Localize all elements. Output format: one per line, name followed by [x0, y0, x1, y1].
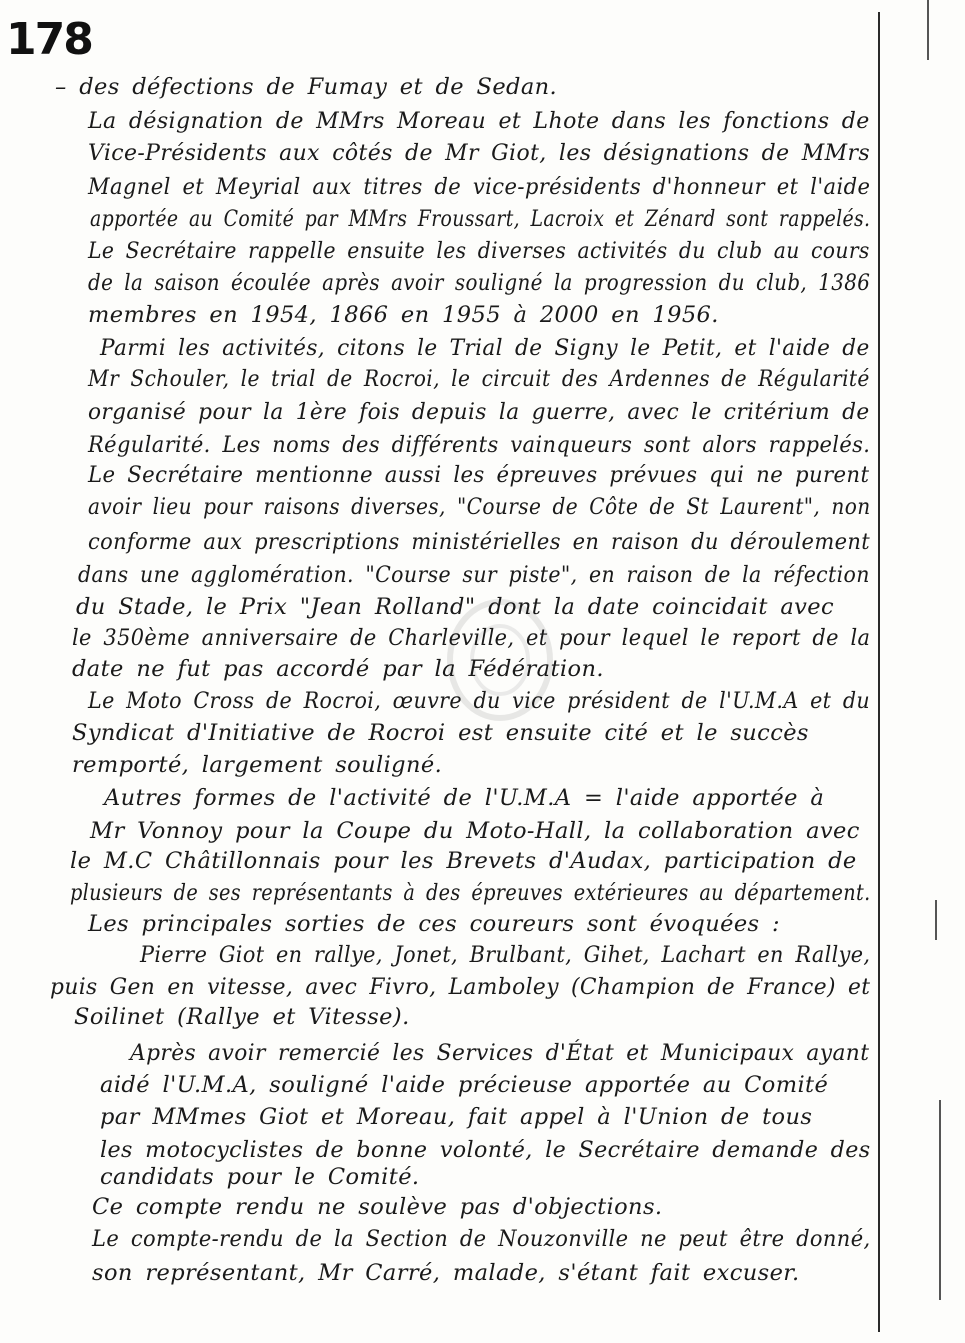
text-line: Ce compte rendu ne soulève pas d'objections. — [92, 1194, 663, 1220]
text-line: avoir lieu pour raisons diverses, "Course de Côte de St Laurent", non — [88, 494, 871, 520]
text-line: Le Secrétaire mentionne aussi les épreuves prévues qui ne purent — [88, 462, 870, 488]
text-line: par MMmes Giot et Moreau, fait appel à l'Union de tous — [100, 1104, 813, 1130]
text-line: les motocyclistes de bonne volonté, le Secrétaire demande des — [100, 1137, 871, 1163]
text-line: Pierre Giot en rallye, Jonet, Brulbant, Gihet, Lachart en Rallye, — [140, 942, 871, 968]
text-line: Régularité. Les noms des différents vainqueurs sont alors rappelés. — [88, 432, 871, 458]
text-line: le 350ème anniversaire de Charleville, et pour lequel le report de la — [72, 625, 871, 651]
text-line: Soilinet (Rallye et Vitesse). — [74, 1004, 410, 1030]
text-line: du Stade, le Prix "Jean Rolland" dont la date coincidait avec — [76, 594, 834, 620]
text-line: organisé pour la 1ère fois depuis la guerre, avec le critérium de — [88, 399, 870, 425]
text-line: dans une agglomération. "Course sur piste", en raison de la réfection — [78, 562, 870, 588]
text-line: Le Moto Cross de Rocroi, œuvre du vice président de l'U.M.A et du — [88, 688, 871, 714]
text-line: le M.C Châtillonnais pour les Brevets d'Audax, participation de — [70, 848, 857, 874]
text-line: Parmi les activités, citons le Trial de Signy le Petit, et l'aide de — [100, 335, 870, 361]
text-line: Mr Vonnoy pour la Coupe du Moto-Hall, la collaboration avec — [90, 818, 860, 844]
text-line: Le Secrétaire rappelle ensuite les diverses activités du club au cours — [88, 238, 870, 264]
text-line: La désignation de MMrs Moreau et Lhote dans les fonctions de — [88, 108, 870, 134]
text-line: Magnel et Meyrial aux titres de vice-présidents d'honneur et l'aide — [88, 174, 871, 200]
text-line: – des défections de Fumay et de Sedan. — [55, 74, 558, 100]
text-line: conforme aux prescriptions ministérielles en raison du déroulement — [88, 529, 871, 555]
text-line: de la saison écoulée après avoir souligné la progression du club, 1386 — [88, 270, 871, 296]
text-line: membres en 1954, 1866 en 1955 à 2000 en 1956. — [88, 302, 719, 328]
text-line: date ne fut pas accordé par la Fédération. — [72, 656, 604, 682]
text-line: remporté, largement souligné. — [72, 752, 443, 778]
text-line: Le compte-rendu de la Section de Nouzonville ne peut être donné, — [92, 1226, 871, 1252]
text-line: Autres formes de l'activité de l'U.M.A = l'aide apportée à — [104, 785, 825, 811]
text-line: plusieurs de ses représentants à des épreuves extérieures au département. — [70, 880, 871, 906]
text-line: apportée au Comité par MMrs Froussart, Lacroix et Zénard sont rappelés. — [90, 206, 871, 232]
page-number: 178 — [6, 14, 92, 65]
text-line: Les principales sorties de ces coureurs sont évoquées : — [88, 911, 781, 937]
text-line: puis Gen en vitesse, avec Fivro, Lamboley (Champion de France) et — [50, 974, 871, 1000]
text-line: Mr Schouler, le trial de Rocroi, le circuit des Ardennes de Régularité — [88, 366, 870, 392]
text-line: son représentant, Mr Carré, malade, s'étant fait excuser. — [92, 1260, 800, 1286]
text-line: Syndicat d'Initiative de Rocroi est ensuite cité et le succès — [72, 720, 809, 746]
text-line: Vice-Présidents aux côtés de Mr Giot, les désignations de MMrs — [88, 140, 871, 166]
text-line: Après avoir remercié les Services d'État et Municipaux ayant — [130, 1040, 870, 1066]
text-line: aidé l'U.M.A, souligné l'aide précieuse apportée au Comité — [100, 1072, 829, 1098]
text-line: candidats pour le Comité. — [100, 1164, 420, 1190]
